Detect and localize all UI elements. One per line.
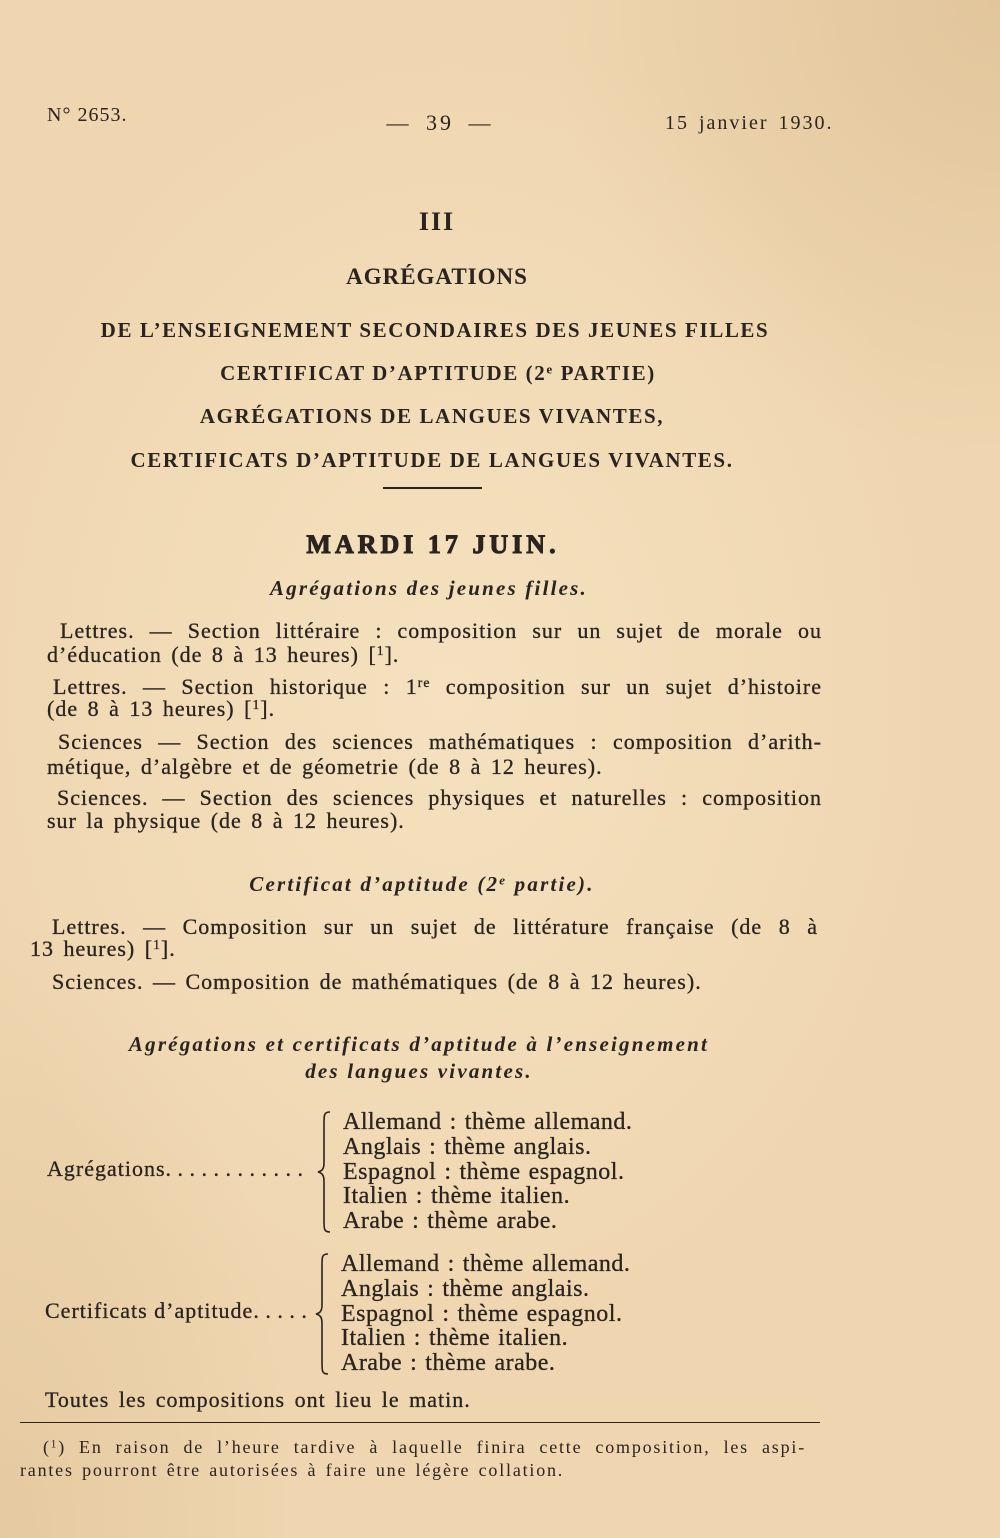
heading-text: Certificat d’aptitude (2 <box>249 872 500 896</box>
paragraph-certificat-lettres-line-1: Lettres. — Composition sur un sujet de littérature française (de 8 à <box>52 914 818 939</box>
bulletin-number: N° 2653. <box>47 104 128 126</box>
dot-leader: ..... <box>253 1298 314 1323</box>
list-item: Italien : thème italien. <box>341 1325 569 1352</box>
list-item: Arabe : thème arabe. <box>343 1208 558 1235</box>
footnote-ref: 1 <box>153 937 161 953</box>
title-line-3-superscript: e <box>546 361 554 377</box>
paragraph-lettres-litteraire-line-1: Lettres. — Section littéraire : composition sur un sujet de morale ou <box>60 618 822 643</box>
line-text: Lettres. — Section historique : 1 <box>53 674 418 699</box>
footnote-ref: 1 <box>252 697 261 713</box>
subheading-langues-line-2: des langues vivantes. <box>305 1059 533 1083</box>
list-item: Espagnol : thème espagnol. <box>343 1158 625 1185</box>
title-rule <box>383 487 482 489</box>
title-line-5: CERTIFICATS D’APTITUDE DE LANGUES VIVANTES. <box>130 448 734 472</box>
list-item: Allemand : thème allemand. <box>343 1109 633 1135</box>
paragraph-lettres-historique-line-2 <box>47 696 275 722</box>
label-text: Agrégations <box>47 1156 166 1181</box>
footnote-line-2: rantes pourront être autorisées à faire une légère collation. <box>20 1460 565 1480</box>
line-text-end: ]. <box>260 696 276 721</box>
paragraph-sciences-math-line-2: métique, d’algèbre et de géometrie (de 8 à 12 heures). <box>47 754 603 779</box>
label-text: Certificats d’aptitude <box>45 1298 254 1323</box>
subheading-langues-line-1: Agrégations et certificats d’aptitude à l’enseignement <box>128 1032 710 1056</box>
title-line-2: DE L’ENSEIGNEMENT SECONDAIRES DES JEUNES FILLES <box>100 318 770 342</box>
issue-date: 15 janvier 1930. <box>665 112 834 134</box>
line-text-end: composition sur un sujet d’histoire <box>430 674 823 699</box>
ordinal-superscript: re <box>417 675 431 691</box>
title-line-1: AGRÉGATIONS <box>346 264 528 289</box>
agregations-list <box>343 1110 632 1234</box>
heading-superscript: e <box>499 872 508 888</box>
certificats-label <box>45 1298 313 1324</box>
list-item: Allemand : thème allemand. <box>341 1251 631 1277</box>
line-text: ( <box>43 1437 51 1457</box>
paragraph-sciences-phys-line-2: sur la physique (de 8 à 12 heures). <box>47 808 405 833</box>
closing-note: Toutes les compositions ont lieu le matin. <box>45 1387 471 1412</box>
list-item: Anglais : thème anglais. <box>341 1275 590 1302</box>
line-text-end: ]. <box>160 936 176 961</box>
footnote-rule <box>20 1422 820 1423</box>
title-line-4: AGRÉGATIONS DE LANGUES VIVANTES, <box>199 404 665 428</box>
brace-icon <box>314 1253 330 1375</box>
paragraph-certificat-sciences: Sciences. — Composition de mathématiques (de 8 à 12 heures). <box>52 969 702 994</box>
line-text-end: ) En raison de l’heure tardive à laquelle finira cette composition, les aspi- <box>58 1437 806 1457</box>
paragraph-certificat-lettres-line-2 <box>30 936 176 962</box>
paragraph-lettres-litteraire-line-2 <box>47 642 399 668</box>
heading-text-end: partie). <box>507 872 595 896</box>
footnote-line-1 <box>43 1435 806 1459</box>
list-item: Arabe : thème arabe. <box>341 1350 556 1377</box>
title-line-3-text-end: PARTIE) <box>553 361 656 385</box>
list-item: Italien : thème italien. <box>343 1183 571 1210</box>
certificats-list <box>341 1252 630 1376</box>
agregations-label <box>47 1156 310 1182</box>
day-heading: MARDI 17 JUIN. <box>306 530 560 559</box>
line-text: d’éducation (de 8 à 13 heures) [ <box>47 642 377 667</box>
subheading-certificat <box>249 871 594 897</box>
section-number: III <box>418 207 456 236</box>
list-item: Anglais : thème anglais. <box>343 1133 592 1160</box>
footnote-marker: 1 <box>50 1438 59 1451</box>
title-line-3 <box>220 360 656 386</box>
list-item: Espagnol : thème espagnol. <box>341 1300 623 1327</box>
subheading-jeunes-filles: Agrégations des jeunes filles. <box>269 576 589 600</box>
paragraph-sciences-phys-line-1: Sciences. — Section des sciences physiques et naturelles : composition <box>57 785 822 810</box>
line-text: (de 8 à 13 heures) [ <box>47 696 253 721</box>
paragraph-sciences-math-line-1: Sciences — Section des sciences mathématiques : composition d’arith- <box>58 729 822 754</box>
footnote-ref: 1 <box>376 643 385 659</box>
line-text-end: ]. <box>384 642 400 667</box>
title-line-3-text: CERTIFICAT D’APTITUDE (2 <box>220 361 547 385</box>
page-number: — 39 — <box>386 110 494 135</box>
line-text: 13 heures) [ <box>30 936 154 961</box>
dot-leader: ............ <box>165 1156 310 1181</box>
brace-icon <box>316 1111 332 1233</box>
